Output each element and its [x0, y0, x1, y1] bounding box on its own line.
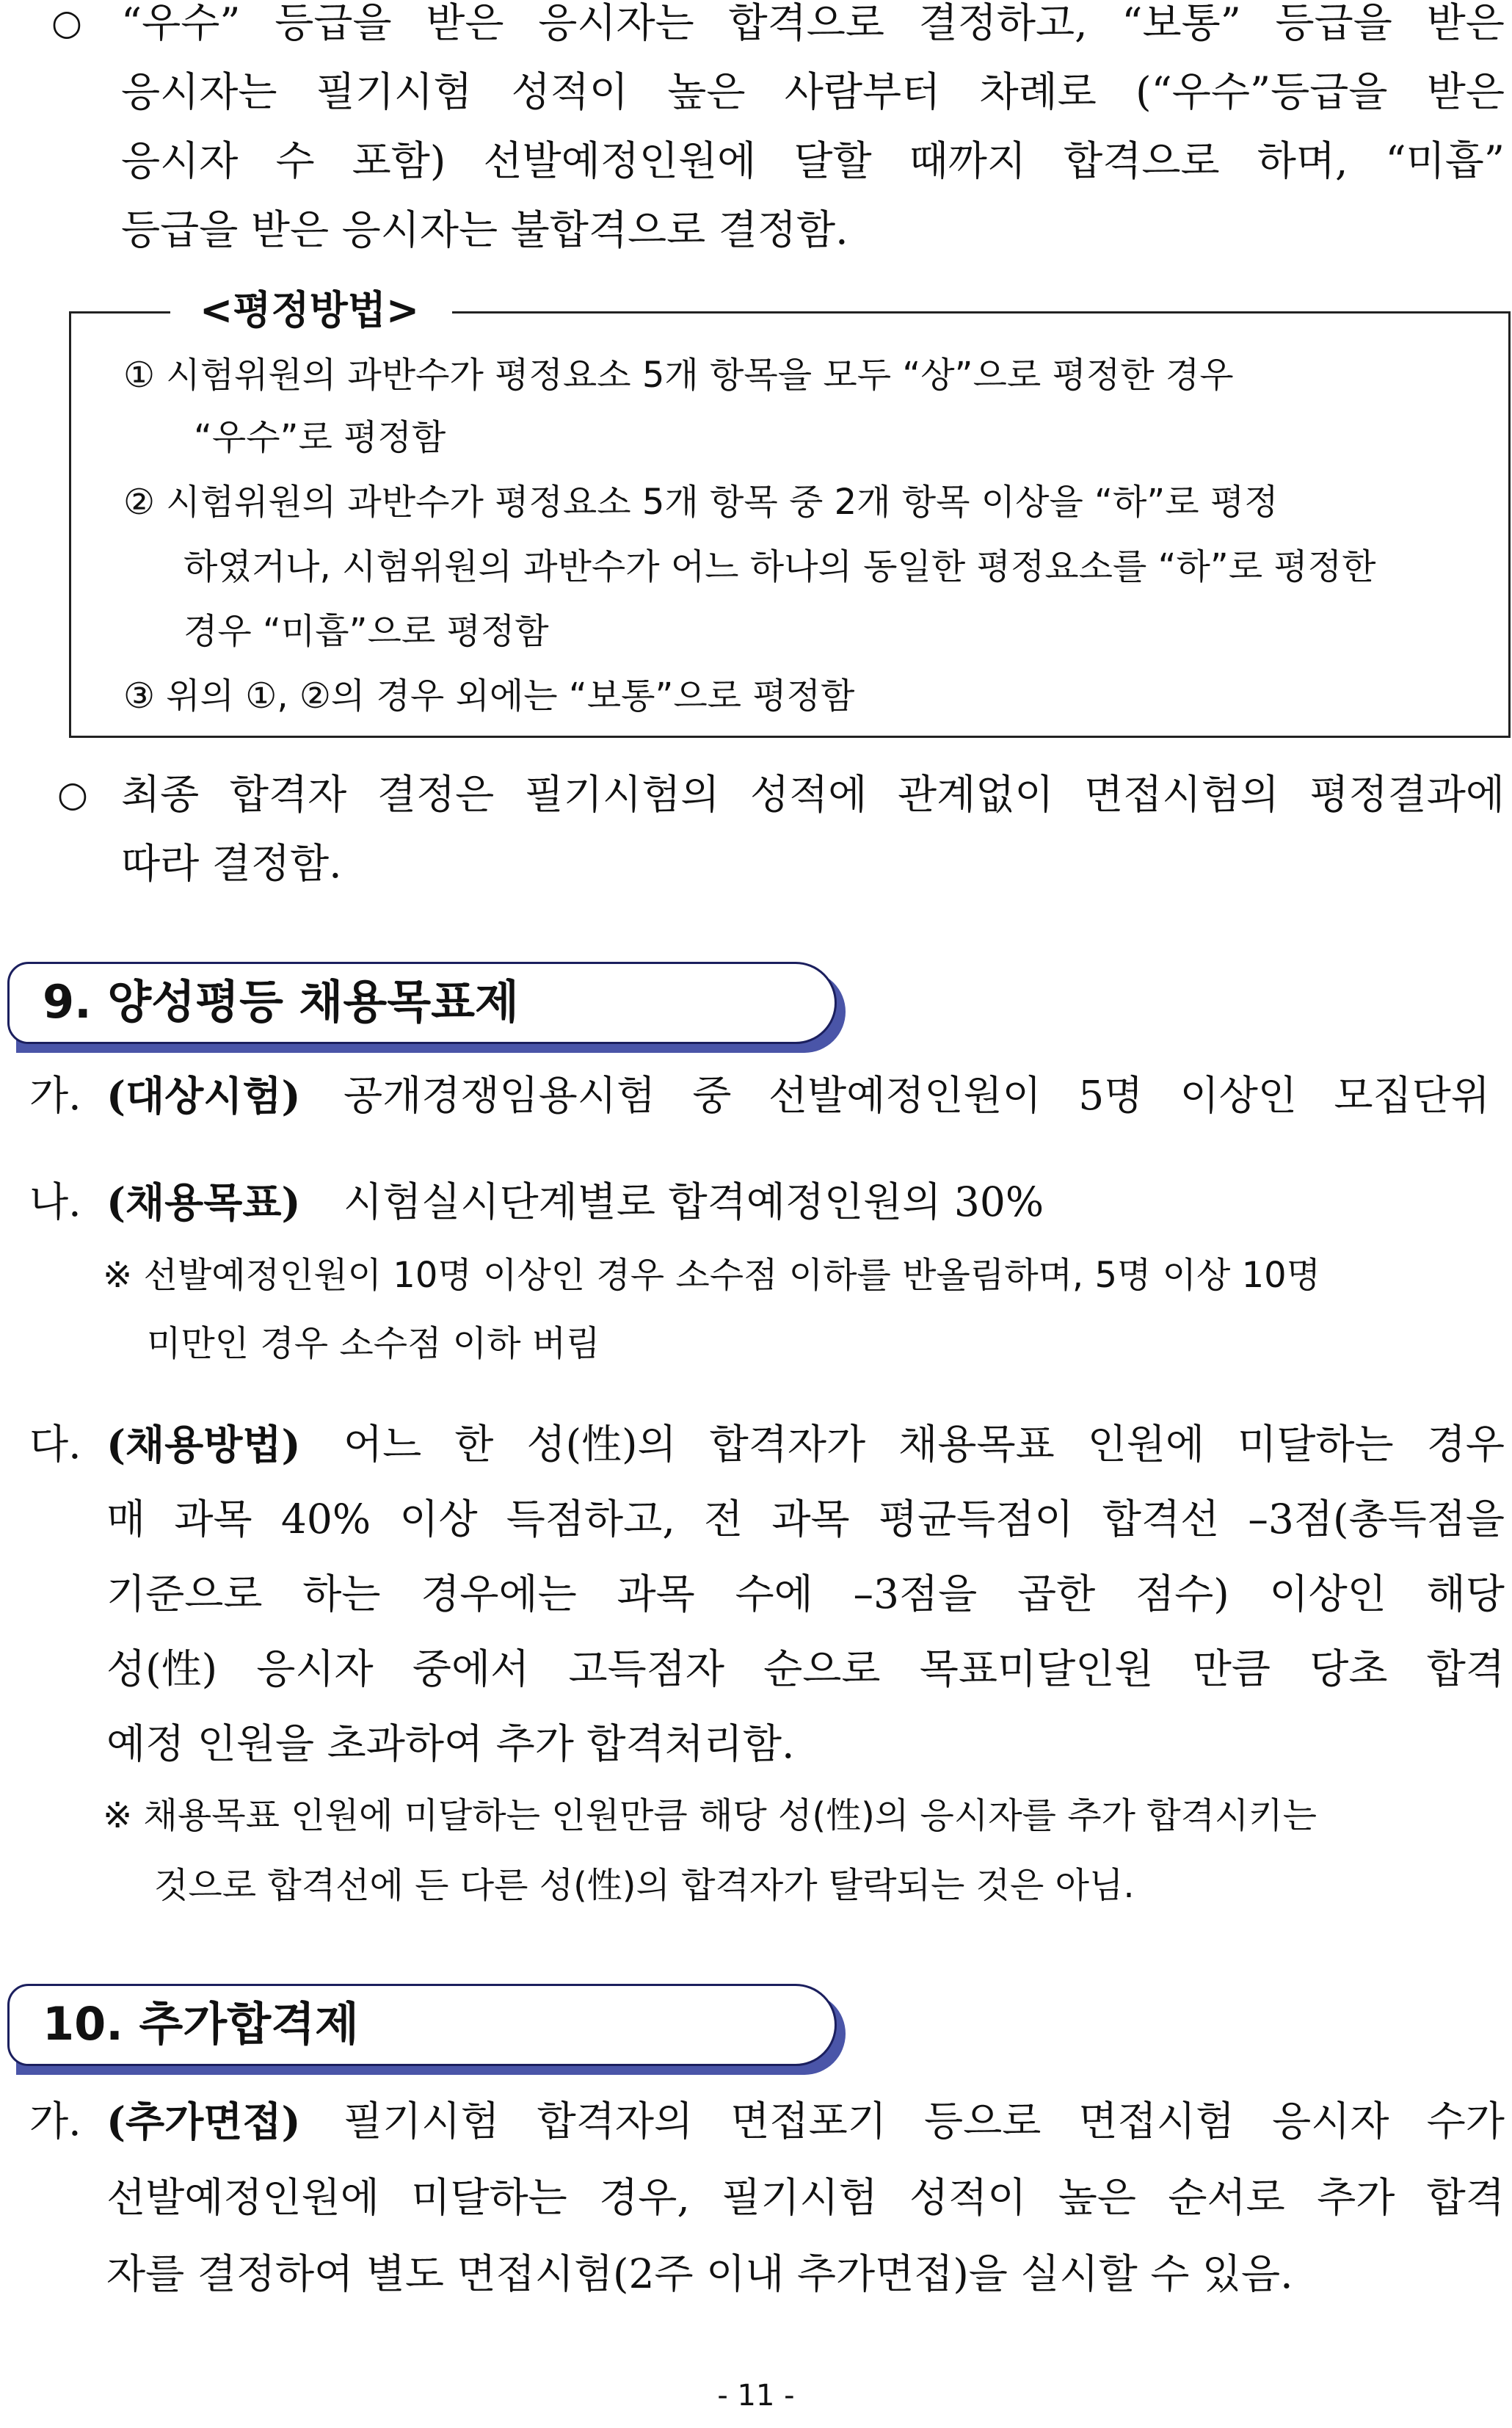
box-line-4: 하였거나, 시험위원의 과반수가 어느 하나의 동일한 평정요소를 “하”로 평정한: [183, 546, 1376, 587]
section-9-na-note-line-1: ※ 선발예정인원이 10명 이상인 경우 소수점 이하를 반올림하며, 5명 이상 10명: [103, 1255, 1321, 1296]
section-9-item-ga-label: (대상시험): [106, 1072, 301, 1120]
box-line-2: “우수”로 평정함: [194, 417, 446, 458]
box-line-3: ② 시험위원의 과반수가 평정요소 5개 항목 중 2개 항목 이상을 “하”로 평정: [123, 482, 1279, 523]
intro-line-1: “우수” 등급을 받은 응시자는 합격으로 결정하고, “보통” 등급을 받은: [121, 0, 1505, 46]
page-number: - 11 -: [717, 2379, 795, 2413]
circle-bullet-icon: ○: [57, 774, 88, 815]
section-9-item-da-line-2: 매 과목 40% 이상 득점하고, 전 과목 평균득점이 합격선 –3점(총득점을: [106, 1496, 1505, 1543]
section-9-item-da-prefix: 다.: [29, 1421, 81, 1468]
section-9-item-na-text: 시험실시단계별로 합격예정인원의 30%: [344, 1178, 1044, 1225]
section-9-da-note-line-2: 것으로 합격선에 든 다른 성(性)의 합격자가 탈락되는 것은 아님.: [154, 1865, 1135, 1906]
intro-line-3: 응시자 수 포함) 선발예정인원에 달할 때까지 합격으로 하며, “미흡”: [121, 137, 1505, 184]
circle-bullet-icon: ○: [51, 2, 82, 43]
box-line-1: ① 시험위원의 과반수가 평정요소 5개 항목을 모두 “상”으로 평정한 경우: [123, 355, 1234, 396]
box-title: <평정방법>: [200, 287, 420, 333]
section-9-item-da-line-1: 어느 한 성(性)의 합격자가 채용목표 인원에 미달하는 경우: [344, 1421, 1505, 1468]
section-9-item-ga-text: 공개경쟁임용시험 중 선발예정인원이 5명 이상인 모집단위: [344, 1072, 1490, 1119]
final-line-2: 따라 결정함.: [121, 840, 342, 887]
section-9-da-note-line-1: ※ 채용목표 인원에 미달하는 인원만큼 해당 성(性)의 응시자를 추가 합격시키는: [103, 1795, 1317, 1836]
section-9-item-da-label: (채용방법): [106, 1421, 301, 1468]
section-9-header: [7, 962, 846, 1053]
section-10-item-ga-label: (추가면접): [106, 2098, 301, 2145]
section-10-header: [7, 1984, 846, 2075]
section-9-item-da-line-4: 성(性) 응시자 중에서 고득점자 순으로 목표미달인원 만큼 당초 합격: [106, 1645, 1505, 1692]
section-9-item-da-line-5: 예정 인원을 초과하여 추가 합격처리함.: [106, 1720, 795, 1767]
box-line-5: 경우 “미흡”으로 평정함: [183, 611, 549, 652]
section-9-title: 9. 양성평등 채용목표제: [43, 975, 519, 1029]
section-9-item-na-prefix: 나.: [29, 1178, 81, 1225]
box-line-6: ③ 위의 ①, ②의 경우 외에는 “보통”으로 평정함: [123, 675, 855, 717]
intro-line-4: 등급을 받은 응시자는 불합격으로 결정함.: [121, 206, 848, 253]
intro-line-2: 응시자는 필기시험 성적이 높은 사람부터 차례로 (“우수”등급을 받은: [121, 68, 1505, 115]
final-line-1: 최종 합격자 결정은 필기시험의 성적에 관계없이 면접시험의 평정결과에: [121, 771, 1505, 818]
section-9-na-note-line-2: 미만인 경우 소수점 이하 버림: [147, 1323, 600, 1364]
section-10-item-ga-line-1: 필기시험 합격자의 면접포기 등으로 면접시험 응시자 수가: [344, 2098, 1505, 2145]
section-9-item-na-label: (채용목표): [106, 1178, 301, 1226]
section-10-item-ga-line-2: 선발예정인원에 미달하는 경우, 필기시험 성적이 높은 순서로 추가 합격: [106, 2174, 1505, 2221]
section-10-item-ga-prefix: 가.: [29, 2098, 81, 2145]
section-10-title: 10. 추가합격제: [43, 1997, 359, 2051]
section-10-item-ga-line-3: 자를 결정하여 별도 면접시험(2주 이내 추가면접)을 실시할 수 있음.: [106, 2250, 1293, 2297]
section-9-item-ga-prefix: 가.: [29, 1072, 81, 1119]
section-9-item-da-line-3: 기준으로 하는 경우에는 과목 수에 –3점을 곱한 점수) 이상인 해당: [106, 1570, 1505, 1617]
